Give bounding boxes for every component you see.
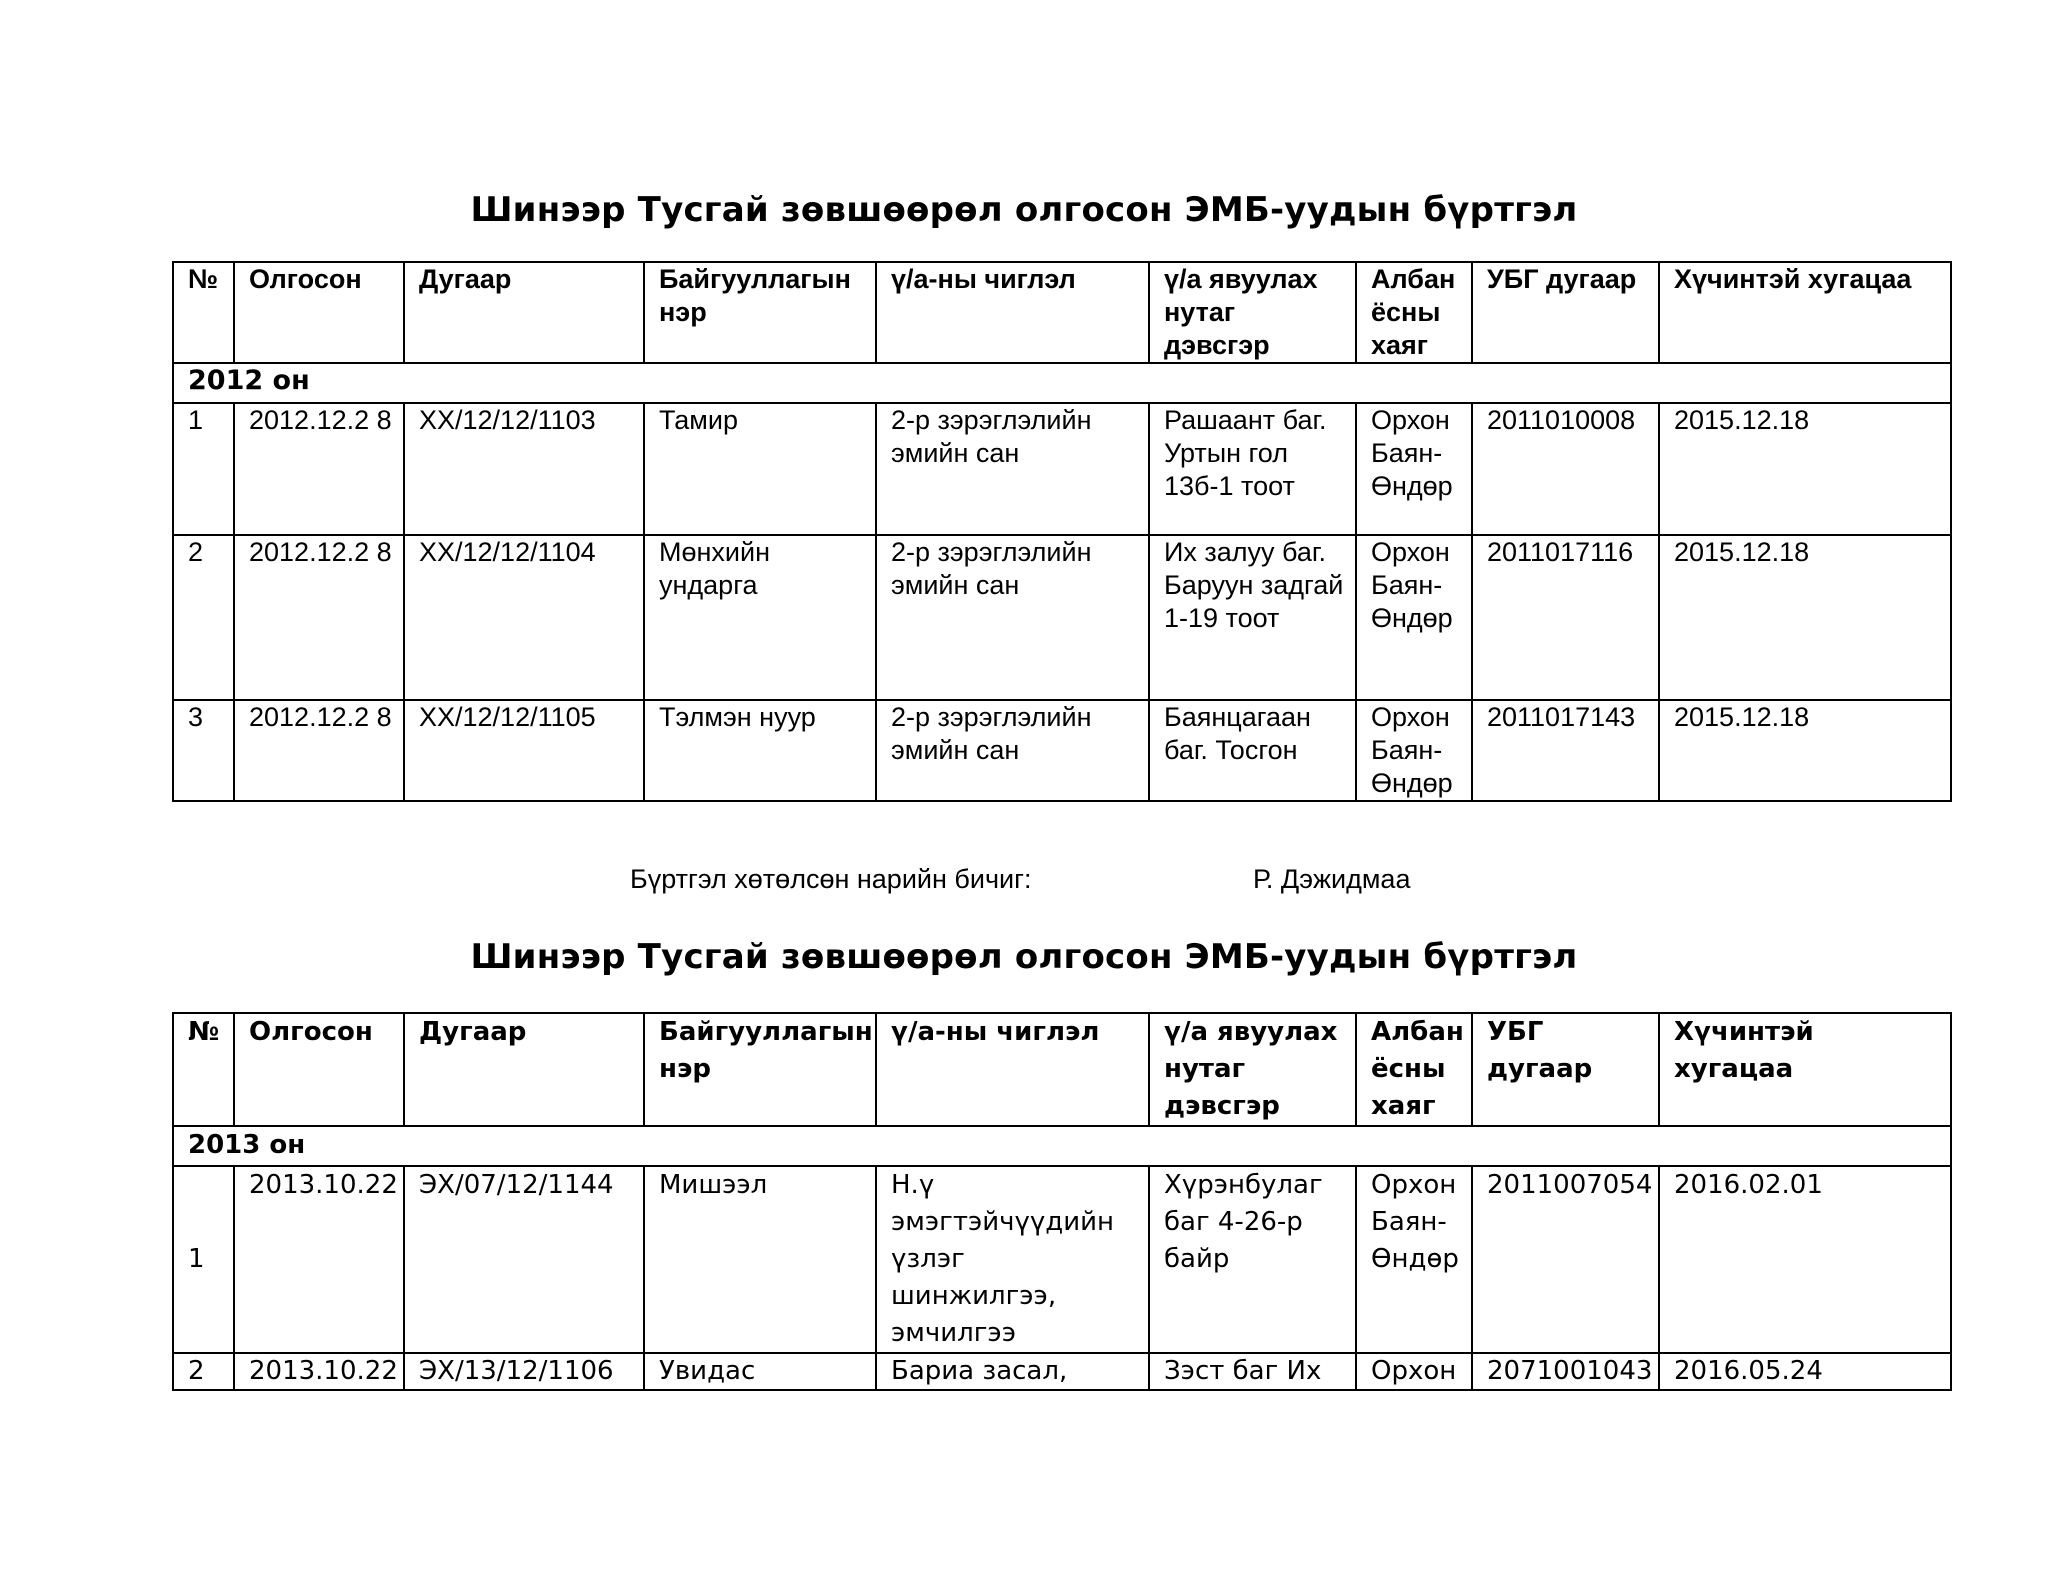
cell-issued: 2012.12.2 8 — [234, 403, 404, 535]
header-official-address: Албан ёсны хаяг — [1356, 262, 1472, 363]
cell-registry-number: 2011017116 — [1472, 535, 1659, 700]
year-row — [173, 1126, 1951, 1166]
header-organization-name: Байгууллагын нэр — [644, 262, 876, 363]
cell-number: 3 — [173, 700, 234, 801]
header-registry-number: УБГ дугаар — [1472, 1013, 1659, 1126]
header-issued: Олгосон — [234, 262, 404, 363]
cell-operating-area: Их залуу баг. Баруун задгай 1-19 тоот — [1149, 535, 1356, 700]
header-operating-area: ү/а явуулах нутаг дэвсгэр — [1149, 262, 1356, 363]
cell-license-number: ХХ/12/12/1104 — [404, 535, 644, 700]
header-activity-direction: ү/а-ны чиглэл — [876, 1013, 1149, 1126]
cell-number: 2 — [173, 1353, 234, 1390]
cell-registry-number: 2071001043 — [1472, 1353, 1659, 1390]
header-license-number: Дугаар — [404, 1013, 644, 1126]
cell-number: 1 — [173, 403, 234, 535]
table-row — [173, 1166, 1951, 1353]
cell-number: 2 — [173, 535, 234, 700]
table-header-row — [173, 1013, 1951, 1126]
cell-activity-direction: 2-р зэрэглэлийн эмийн сан — [876, 700, 1149, 801]
section-1-title: Шинээр Тусгай зөвшөөрөл олгосон ЭМБ-уудын бүртгэл — [470, 190, 1578, 230]
header-validity: Хүчинтэй хугацаа — [1659, 1013, 1951, 1126]
header-official-address: Албан ёсны хаяг — [1356, 1013, 1472, 1126]
signature-name: Р. Дэжидмаа — [1253, 864, 1411, 894]
cell-license-number: ЭХ/13/12/1106 — [404, 1353, 644, 1390]
header-number: № — [173, 1013, 234, 1126]
cell-validity: 2016.05.24 — [1659, 1353, 1951, 1390]
cell-operating-area: Зэст баг Их — [1149, 1353, 1356, 1390]
year-label: 2012 он — [173, 363, 1951, 403]
cell-issued: 2012.12.2 8 — [234, 700, 404, 801]
cell-activity-direction: 2-р зэрэглэлийн эмийн сан — [876, 535, 1149, 700]
cell-organization-name: Тамир — [644, 403, 876, 535]
table-row — [173, 1353, 1951, 1390]
cell-activity-direction: 2-р зэрэглэлийн эмийн сан — [876, 403, 1149, 535]
table-header-row — [173, 262, 1951, 363]
cell-license-number: ХХ/12/12/1105 — [404, 700, 644, 801]
cell-issued: 2013.10.22 — [234, 1166, 404, 1353]
year-row — [173, 363, 1951, 403]
cell-validity: 2015.12.18 — [1659, 403, 1951, 535]
header-issued: Олгосон — [234, 1013, 404, 1126]
header-activity-direction: ү/а-ны чиглэл — [876, 262, 1149, 363]
header-registry-number: УБГ дугаар — [1472, 262, 1659, 363]
cell-operating-area: Хүрэнбулаг баг 4-26-р байр — [1149, 1166, 1356, 1353]
cell-operating-area: Баянцагаан баг. Тосгон — [1149, 700, 1356, 801]
cell-organization-name: Мишээл — [644, 1166, 876, 1353]
header-validity: Хүчинтэй хугацаа — [1659, 262, 1951, 363]
cell-registry-number: 2011010008 — [1472, 403, 1659, 535]
year-label: 2013 он — [173, 1126, 1951, 1166]
registry-table-2012 — [172, 261, 1952, 802]
cell-registry-number: 2011007054 — [1472, 1166, 1659, 1353]
table-row — [173, 535, 1951, 700]
table-row — [173, 403, 1951, 535]
table-row — [173, 700, 1951, 801]
header-operating-area: ү/а явуулах нутаг дэвсгэр — [1149, 1013, 1356, 1126]
signature-label: Бүртгэл хөтөлсөн нарийн бичиг: — [630, 864, 1032, 894]
section-2-title: Шинээр Тусгай зөвшөөрөл олгосон ЭМБ-уудын бүртгэл — [470, 937, 1578, 977]
header-organization-name: Байгууллагын нэр — [644, 1013, 876, 1126]
cell-license-number: ХХ/12/12/1103 — [404, 403, 644, 535]
cell-registry-number: 2011017143 — [1472, 700, 1659, 801]
cell-organization-name: Тэлмэн нуур — [644, 700, 876, 801]
cell-official-address: Орхон Баян-Өндөр — [1356, 535, 1472, 700]
cell-official-address: Орхон Баян-Өндөр — [1356, 403, 1472, 535]
cell-activity-direction: Н.ү эмэгтэйчүүдийн үзлэг шинжилгээ, эмчилгээ — [876, 1166, 1149, 1353]
registry-table-2013 — [172, 1012, 1952, 1391]
cell-official-address: Орхон Баян-Өндөр — [1356, 700, 1472, 801]
cell-activity-direction: Бариа засал, — [876, 1353, 1149, 1390]
cell-issued: 2013.10.22 — [234, 1353, 404, 1390]
cell-official-address: Орхон — [1356, 1353, 1472, 1390]
cell-validity: 2015.12.18 — [1659, 535, 1951, 700]
cell-validity: 2015.12.18 — [1659, 700, 1951, 801]
cell-operating-area: Рашаант баг. Уртын гол 13б-1 тоот — [1149, 403, 1356, 535]
cell-license-number: ЭХ/07/12/1144 — [404, 1166, 644, 1353]
cell-issued: 2012.12.2 8 — [234, 535, 404, 700]
cell-number: 1 — [173, 1166, 234, 1353]
cell-official-address: Орхон Баян-Өндөр — [1356, 1166, 1472, 1353]
cell-organization-name: Мөнхийн ундарга — [644, 535, 876, 700]
header-license-number: Дугаар — [404, 262, 644, 363]
header-number: № — [173, 262, 234, 363]
cell-organization-name: Увидас — [644, 1353, 876, 1390]
cell-validity: 2016.02.01 — [1659, 1166, 1951, 1353]
